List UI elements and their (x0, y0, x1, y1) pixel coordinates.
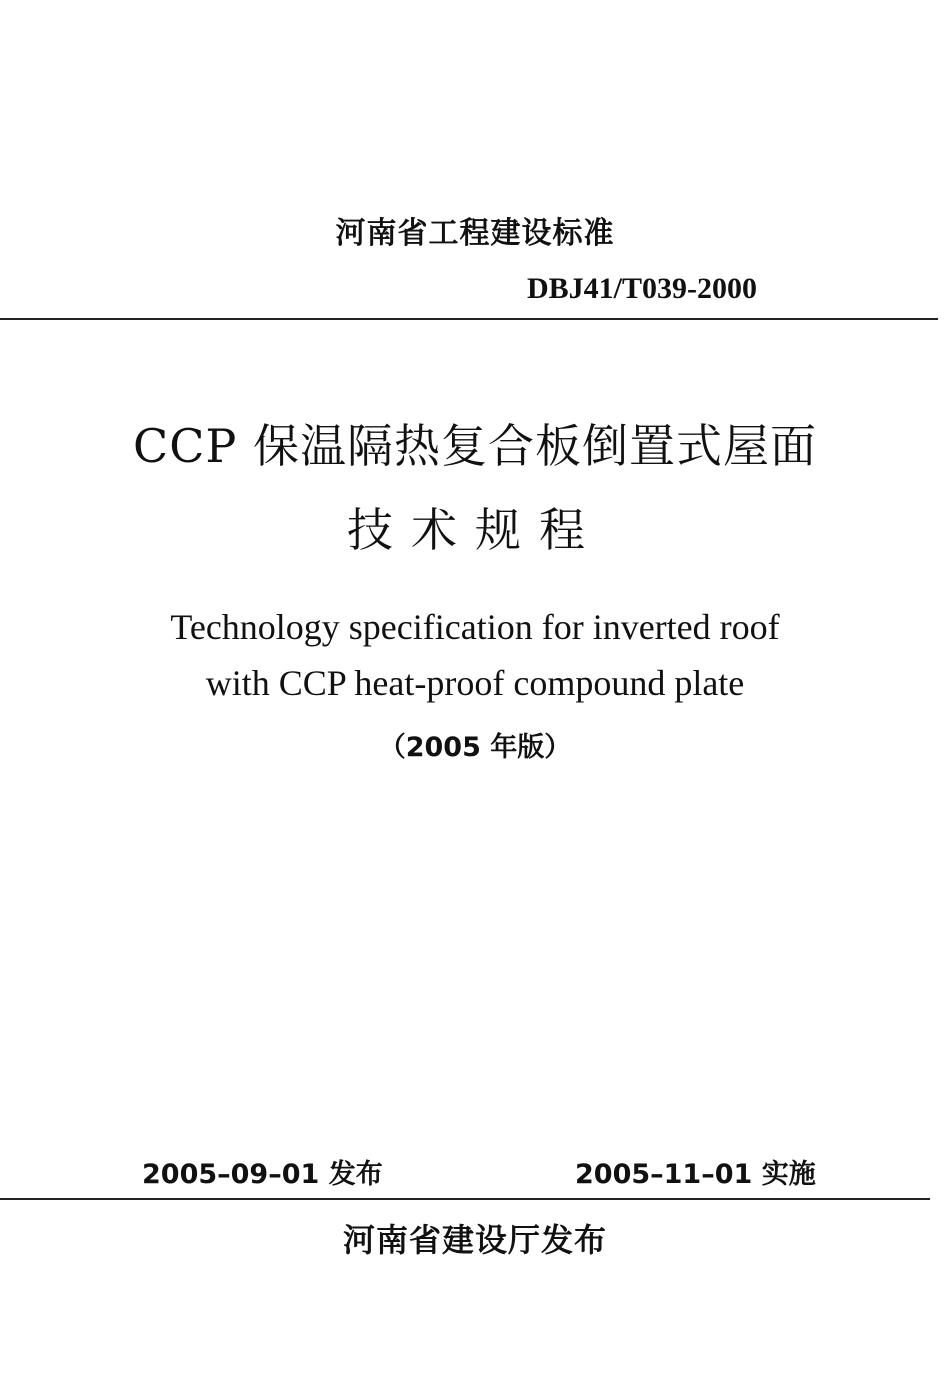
standard-code: DBJ41/T039-2000 (527, 272, 758, 305)
title-english-line1: Technology specification for inverted roof (170, 607, 780, 647)
title-chinese-line2: 技术规程 (347, 503, 603, 557)
top-divider (0, 318, 938, 320)
standard-series: 河南省工程建设标准 (335, 216, 615, 251)
bottom-divider (0, 1198, 930, 1200)
title-english-line2: with CCP heat-proof compound plate (205, 663, 745, 703)
implementation-date: 2005–11–01 实施 (575, 1159, 816, 1190)
edition-label: （2005 年版） (378, 732, 572, 763)
title-chinese-line1: CCP 保温隔热复合板倒置式屋面 (133, 419, 817, 473)
issue-date: 2005–09–01 发布 (142, 1159, 383, 1190)
publisher: 河南省建设厅发布 (342, 1221, 607, 1259)
